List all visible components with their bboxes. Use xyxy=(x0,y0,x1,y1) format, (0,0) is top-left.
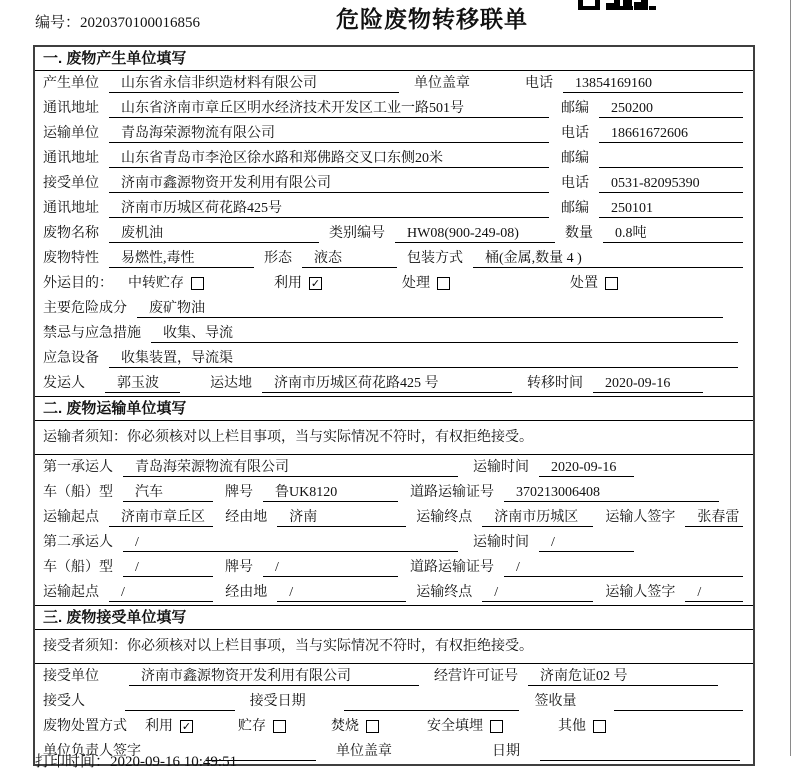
field-value: / xyxy=(109,583,213,602)
form-row xyxy=(35,714,753,739)
form-row xyxy=(35,146,753,171)
field-label: 电话 xyxy=(561,126,589,141)
field-label: 运输起点 xyxy=(43,585,99,600)
field-value: 收集、导流 xyxy=(151,324,738,343)
qr-code-fragment-icon xyxy=(578,0,656,10)
field-value: 济南危证02 号 xyxy=(528,667,718,686)
checkbox-item xyxy=(427,717,503,736)
field-value: 郭玉波 xyxy=(105,374,180,393)
field-label: 牌号 xyxy=(225,560,253,575)
checkbox-label: 中转贮存 xyxy=(128,276,184,291)
field-label: 接受日期 xyxy=(249,694,306,709)
form-row xyxy=(35,455,753,480)
section-header: 三. 废物接受单位填写 xyxy=(35,606,753,630)
form-row xyxy=(35,196,753,221)
checkbox-label: 其他 xyxy=(558,719,586,734)
field-value: 济南市历城区荷花路425 号 xyxy=(262,374,512,393)
form-row xyxy=(35,121,753,146)
field-label: 接受人 xyxy=(43,694,85,709)
form-row xyxy=(35,346,753,371)
section-note: 运输者须知：你必须核对以上栏目事项，当与实际情况不符时，有权拒绝接受。 xyxy=(35,421,753,455)
field-label: 经由地 xyxy=(225,585,268,600)
field-label: 运输终点 xyxy=(416,510,473,525)
section-header: 二. 废物运输单位填写 xyxy=(35,397,753,421)
form-section xyxy=(35,396,753,605)
checkbox-item xyxy=(402,274,450,293)
field-label: 废物特性 xyxy=(43,251,99,266)
field-value: 250200 xyxy=(599,99,743,118)
form-row xyxy=(35,480,753,505)
checkbox-label: 处置 xyxy=(570,276,598,291)
field-label: 电话 xyxy=(525,76,553,91)
field-value: 济南市鑫源物资开发利用有限公司 xyxy=(129,667,419,686)
page-edge-line xyxy=(790,0,791,756)
form-row xyxy=(35,371,753,396)
field-label: 废物处置方式 xyxy=(43,719,127,734)
field-label: 电话 xyxy=(561,176,589,191)
field-value xyxy=(344,692,520,711)
field-label: 主要危险成分 xyxy=(43,301,127,316)
form-row xyxy=(35,664,753,689)
field-label: 产生单位 xyxy=(43,76,99,91)
field-label: 转移时间 xyxy=(527,376,583,391)
field-value: 济南市鑫源物资开发利用有限公司 xyxy=(109,174,549,193)
checkbox-icon xyxy=(437,277,450,290)
static-label: 单位盖章 xyxy=(336,744,392,759)
field-label: 单位负责人签字 xyxy=(43,744,141,759)
field-label: 运输人签字 xyxy=(605,510,676,525)
print-time-label: 打印时间： xyxy=(35,754,111,770)
checkbox-item xyxy=(331,717,379,736)
checkbox-icon xyxy=(593,720,606,733)
field-value: 济南市章丘区 xyxy=(109,508,213,527)
form-row xyxy=(35,221,753,246)
field-label: 运输时间 xyxy=(473,535,529,550)
field-value: 山东省永信非织造材料有限公司 xyxy=(109,74,399,93)
field-value: 废矿物油 xyxy=(137,299,723,318)
field-label: 接受单位 xyxy=(43,669,99,684)
field-label: 第一承运人 xyxy=(43,460,113,475)
checkbox-item xyxy=(238,717,286,736)
form-row xyxy=(35,321,753,346)
field-value: 青岛海荣源物流有限公司 xyxy=(123,458,458,477)
form-row xyxy=(35,555,753,580)
form-section xyxy=(35,605,753,764)
field-label: 运输人签字 xyxy=(605,585,676,600)
document-header xyxy=(0,0,796,45)
form-section xyxy=(35,47,753,396)
checkbox-item xyxy=(128,274,204,293)
form-row xyxy=(35,96,753,121)
field-label: 外运目的： xyxy=(43,276,113,291)
field-value xyxy=(614,692,743,711)
checkbox-item xyxy=(274,274,322,293)
field-value: / xyxy=(123,558,213,577)
form-row xyxy=(35,246,753,271)
field-value: 液态 xyxy=(302,249,397,268)
doc-number-label: 编号： xyxy=(35,15,81,31)
field-value: / xyxy=(504,558,743,577)
field-value: 2020-09-16 xyxy=(539,458,634,477)
field-label: 运达地 xyxy=(210,376,252,391)
section-note: 接受者须知：你必须核对以上栏目事项，当与实际情况不符时，有权拒绝接受。 xyxy=(35,630,753,664)
checkbox-checked-icon: ✓ xyxy=(181,720,192,733)
checkbox-icon xyxy=(366,720,379,733)
form-row xyxy=(35,71,753,96)
field-label: 签收量 xyxy=(534,694,577,709)
field-value: 山东省青岛市李沧区徐水路和郑佛路交叉口东侧20米 xyxy=(109,149,549,168)
field-label: 经由地 xyxy=(225,510,268,525)
field-label: 运输单位 xyxy=(43,126,99,141)
field-value: 废机油 xyxy=(109,224,319,243)
field-value xyxy=(125,692,235,711)
field-value: / xyxy=(263,558,398,577)
field-label: 接受单位 xyxy=(43,176,99,191)
field-label: 通讯地址 xyxy=(43,201,99,216)
field-value: 汽车 xyxy=(123,483,213,502)
field-value xyxy=(540,742,740,761)
checkbox-item xyxy=(558,717,606,736)
field-value: 0.8吨 xyxy=(603,224,743,243)
field-value: 370213006408 xyxy=(504,483,719,502)
field-label: 类别编号 xyxy=(329,226,385,241)
section-header: 一. 废物产生单位填写 xyxy=(35,47,753,71)
field-value: / xyxy=(277,583,406,602)
form-row xyxy=(35,530,753,555)
field-label: 邮编 xyxy=(561,101,589,116)
field-value: 收集装置，导流渠 xyxy=(109,349,738,368)
field-label: 数量 xyxy=(565,226,593,241)
field-label: 运输终点 xyxy=(416,585,473,600)
field-label: 道路运输证号 xyxy=(410,560,494,575)
checkbox-icon xyxy=(490,720,503,733)
field-value: HW08(900-249-08) xyxy=(395,224,555,243)
field-value: / xyxy=(123,533,458,552)
field-value: 山东省济南市章丘区明水经济技术开发区工业一路501号 xyxy=(109,99,549,118)
field-value: 250101 xyxy=(599,199,743,218)
checkbox-icon xyxy=(605,277,618,290)
checkbox-label: 利用 xyxy=(145,719,173,734)
field-label: 运输时间 xyxy=(473,460,529,475)
field-label: 日期 xyxy=(492,744,520,759)
page-title: 危险废物转移联单 xyxy=(336,6,528,32)
field-label: 道路运输证号 xyxy=(410,485,494,500)
field-label: 通讯地址 xyxy=(43,151,99,166)
transfer-form xyxy=(33,45,755,766)
field-label: 形态 xyxy=(264,251,292,266)
field-label: 牌号 xyxy=(225,485,253,500)
field-label: 运输起点 xyxy=(43,510,99,525)
checkbox-label: 安全填埋 xyxy=(427,719,483,734)
form-row xyxy=(35,296,753,321)
checkbox-icon xyxy=(273,720,286,733)
checkbox-item xyxy=(145,717,193,736)
field-value: 18661672606 xyxy=(599,124,743,143)
checkbox-label: 焚烧 xyxy=(331,719,359,734)
field-label: 邮编 xyxy=(561,151,589,166)
field-value: / xyxy=(685,583,743,602)
field-label: 车（船）型 xyxy=(43,560,113,575)
doc-number-value: 2020370100016856 xyxy=(80,15,201,31)
field-label: 禁忌与应急措施 xyxy=(43,326,141,341)
form-row xyxy=(35,580,753,605)
form-row xyxy=(35,505,753,530)
checkbox-label: 利用 xyxy=(274,276,302,291)
print-time-value: 2020-09-16 10:49:51 xyxy=(110,754,238,770)
field-value: 鲁UK8120 xyxy=(263,483,398,502)
field-label: 车（船）型 xyxy=(43,485,113,500)
field-value: 2020-09-16 xyxy=(593,374,703,393)
field-label: 发运人 xyxy=(43,376,85,391)
field-value: / xyxy=(539,533,634,552)
checkbox-icon xyxy=(191,277,204,290)
field-value xyxy=(599,149,743,168)
doc-number xyxy=(35,11,200,32)
field-value: 0531-82095390 xyxy=(599,174,743,193)
form-row xyxy=(35,171,753,196)
checkbox-label: 贮存 xyxy=(238,719,266,734)
field-label: 应急设备 xyxy=(43,351,99,366)
checkbox-checked-icon: ✓ xyxy=(310,277,321,290)
field-value: 济南市历城区 xyxy=(482,508,593,527)
field-label: 废物名称 xyxy=(43,226,99,241)
checkbox-label: 处理 xyxy=(402,276,430,291)
field-label: 经营许可证号 xyxy=(434,669,518,684)
field-label: 邮编 xyxy=(561,201,589,216)
field-label: 通讯地址 xyxy=(43,101,99,116)
checkbox-item xyxy=(570,274,618,293)
form-row xyxy=(35,689,753,714)
field-value: 13854169160 xyxy=(563,74,743,93)
field-value: / xyxy=(482,583,593,602)
field-value: 济南 xyxy=(277,508,406,527)
field-value: 青岛海荣源物流有限公司 xyxy=(109,124,549,143)
field-value: 济南市历城区荷花路425号 xyxy=(109,199,549,218)
form-row xyxy=(35,271,753,296)
field-value: 张春雷 xyxy=(685,508,743,527)
field-value: 易燃性,毒性 xyxy=(109,249,254,268)
field-label: 包装方式 xyxy=(407,251,463,266)
field-value: 桶(金属,数量 4 ) xyxy=(473,249,743,268)
field-label: 第二承运人 xyxy=(43,535,113,550)
static-label: 单位盖章 xyxy=(414,76,470,91)
